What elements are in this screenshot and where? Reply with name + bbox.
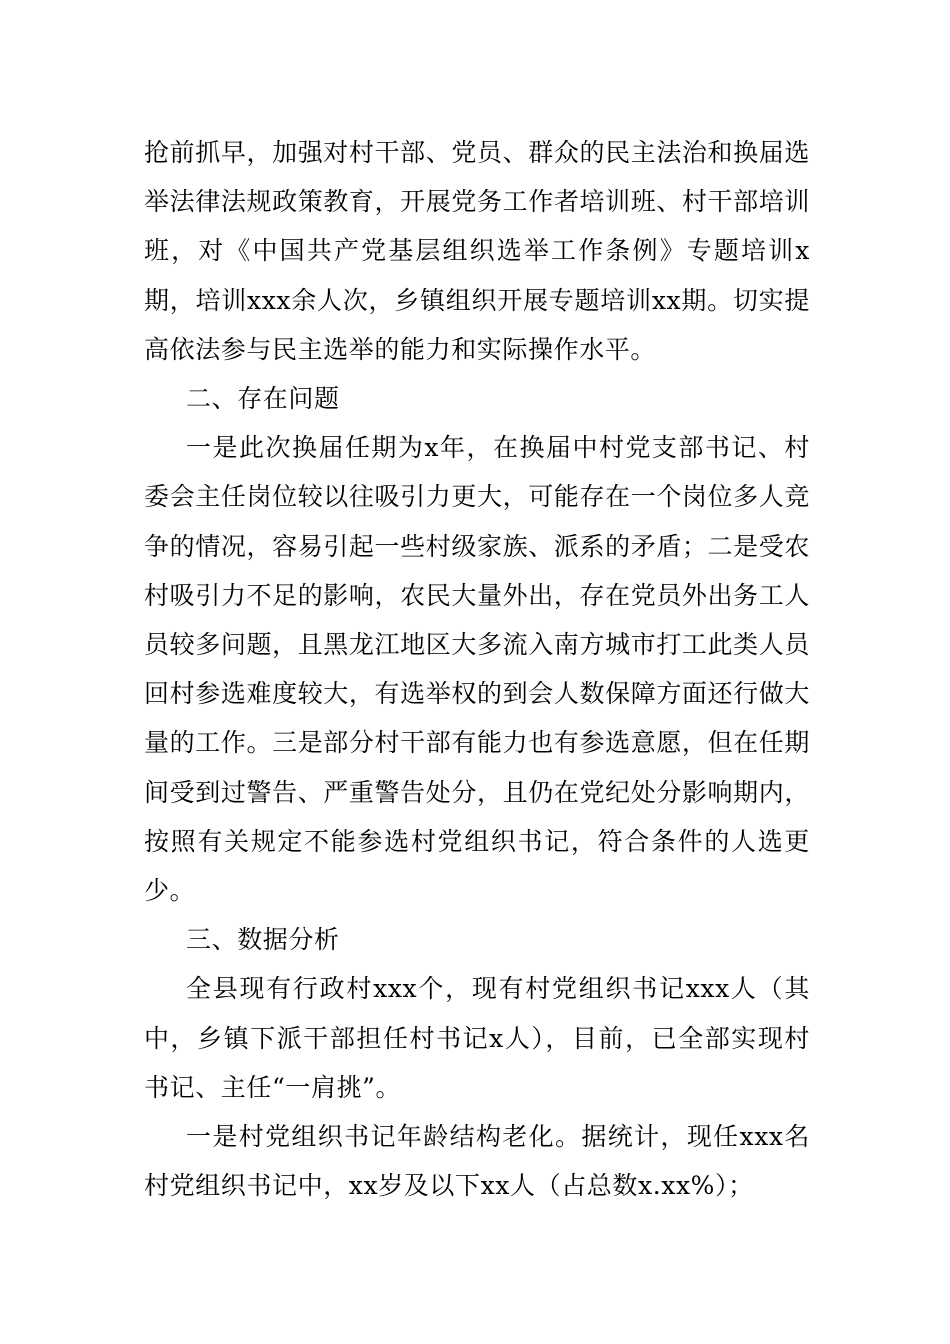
- section-heading-data-analysis: 三、数据分析: [186, 925, 340, 955]
- document-body: [144, 128, 810, 1210]
- paragraph-village-count: 全县现有行政村xxx个，现有村党组织书记xxx人（其中，乡镇下派干部担任村书记x人），目前，已全部实现村书记、主任“一肩挑”。: [144, 974, 810, 1102]
- paragraph-problems: 一是此次换届任期为x年，在换届中村党支部书记、村委会主任岗位较以往吸引力更大，可能存在一个岗位多人竞争的情况，容易引起一些村级家族、派系的矛盾；二是受农村吸引力不足的影响，农民大量外出，存在党员外出务工人员较多问题，且黑龙江地区大多流入南方城市打工此类人员回村参选难度较大，有选举权的到会人数保障方面还行做大量的工作。三是部分村干部有能力也有参选意愿，但在任期间受到过警告、严重警告处分，且仍在党纪处分影响期内，按照有关规定不能参选村党组织书记，符合条件的人选更少。: [144, 433, 810, 906]
- paragraph-training: 抢前抓早，加强对村干部、党员、群众的民主法治和换届选举法律法规政策教育，开展党务工作者培训班、村干部培训班，对《中国共产党基层组织选举工作条例》专题培训x期，培训xxx余人次，乡镇组织开展专题培训xx期。切实提高依法参与民主选举的能力和实际操作水平。: [144, 138, 810, 364]
- section-heading-problems: 二、存在问题: [186, 384, 340, 414]
- paragraph-age-structure: 一是村党组织书记年龄结构老化。据统计，现任xxx名村党组织书记中，xx岁及以下xx人（占总数x.xx%）；: [144, 1122, 810, 1201]
